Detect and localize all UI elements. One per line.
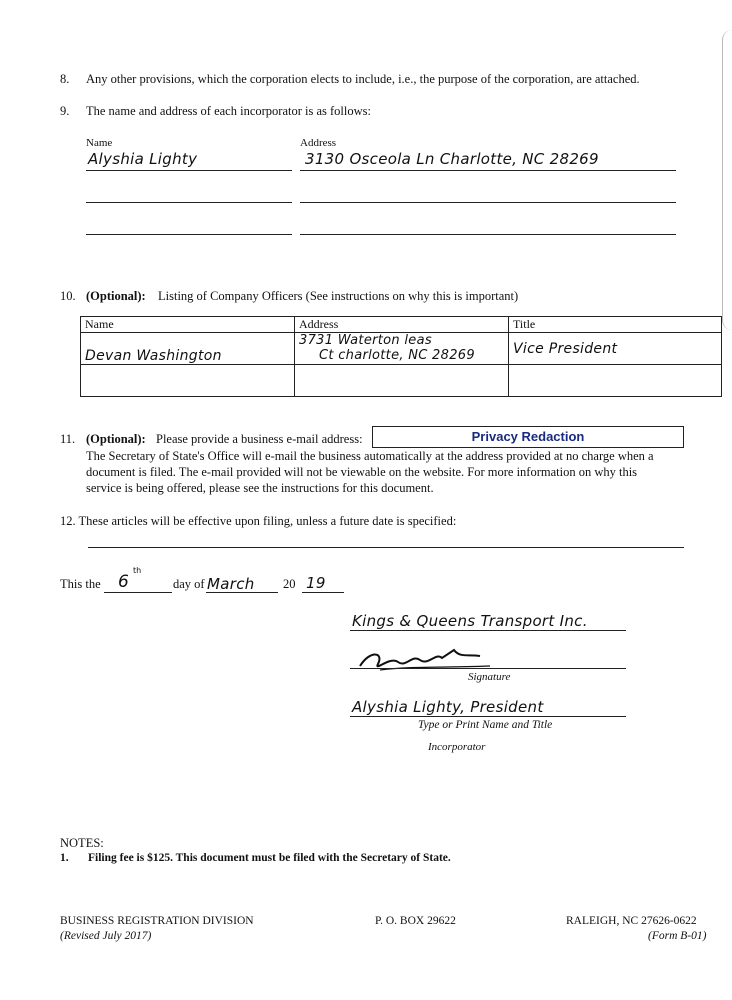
item-10-optional-label: (Optional): [86, 289, 146, 303]
date-day-suffix: th [133, 566, 142, 575]
officer-address-cell [295, 333, 509, 365]
page-edge [722, 30, 732, 330]
printed-name-line [350, 716, 626, 717]
date-year-prefix: 20 [283, 577, 296, 591]
footer-city: RALEIGH, NC 27626-0622 [566, 915, 697, 927]
incorporator-address-line-2 [300, 202, 676, 203]
item-9-text: The name and address of each incorporator is as follows: [86, 104, 371, 118]
officer-empty-title [509, 365, 722, 397]
date-day-line [104, 592, 172, 593]
date-month-line [206, 592, 278, 593]
incorporator-address-line-3 [300, 234, 676, 235]
item-11-number: 11. [60, 432, 76, 446]
officers-header-address: Address [295, 317, 509, 333]
officer-address-line-1: 3731 Waterton leas [299, 333, 432, 348]
officer-empty-name [81, 365, 295, 397]
footer-po-box: P. O. BOX 29622 [375, 915, 456, 927]
date-month-value: March [207, 575, 255, 593]
officers-header-row [81, 317, 722, 333]
incorporator-address-label: Address [300, 137, 337, 149]
incorporator-address-line-1 [300, 170, 676, 171]
item-11-line-2: document is filed. The e-mail provided will not be viewable on the website. For more information on why this [86, 465, 638, 479]
item-12-text: 12. These articles will be effective upon filing, unless a future date is specified: [60, 514, 457, 528]
date-year-value: 19 [306, 574, 326, 592]
officer-empty-address [295, 365, 509, 397]
item-11-line-3: service is being offered, please see the instructions for this document. [86, 481, 434, 495]
incorporator-name-line-3 [86, 234, 292, 235]
officers-table [80, 316, 722, 397]
officer-name: Devan Washington [85, 348, 222, 364]
incorporator-name-label: Name [86, 137, 113, 149]
footer-revised: (Revised July 2017) [60, 930, 152, 942]
note-1-number: 1. [60, 852, 69, 864]
print-name-title-label: Type or Print Name and Title [418, 719, 553, 731]
item-8-number: 8. [60, 72, 70, 86]
item-12-date-line [88, 547, 684, 548]
incorporator-name-line-2 [86, 202, 292, 203]
footer-division: BUSINESS REGISTRATION DIVISION [60, 915, 254, 927]
footer-form: (Form B-01) [648, 930, 707, 942]
item-11-optional-label: (Optional): [86, 432, 146, 446]
date-this-the: This the [60, 577, 101, 591]
notes-heading: NOTES: [60, 836, 104, 850]
business-name-handwritten: Kings & Queens Transport Inc. [352, 612, 588, 630]
item-11-text: Please provide a business e-mail address: [156, 432, 363, 446]
business-name-line [350, 630, 626, 631]
incorporator-name-line-1 [86, 170, 292, 171]
item-10-text: Listing of Company Officers (See instructions on why this is important) [158, 289, 519, 303]
incorporator-address-value: 3130 Osceola Ln Charlotte, NC 28269 [305, 150, 599, 168]
item-10-number: 10. [60, 289, 76, 303]
officer-title: Vice President [513, 340, 618, 357]
item-9-number: 9. [60, 104, 70, 118]
date-year-line [302, 592, 344, 593]
note-1-text: Filing fee is $125. This document must be filed with the Secretary of State. [88, 852, 451, 864]
incorporator-name-value: Alyshia Lighty [88, 150, 198, 168]
officer-address-line-2: Ct charlotte, NC 28269 [319, 348, 475, 363]
officer-row-empty [81, 365, 722, 397]
date-day-value: 6 [118, 572, 130, 592]
officers-header-name: Name [81, 317, 295, 333]
email-redaction-box: Privacy Redaction [372, 426, 684, 448]
officer-name-cell [81, 333, 295, 365]
item-8-text: Any other provisions, which the corporation elects to include, i.e., the purpose of the corporation, are attached. [86, 72, 640, 86]
officer-title-cell [509, 333, 722, 365]
date-day-of: day of [173, 577, 205, 591]
officer-row [81, 333, 722, 365]
signature-label: Signature [468, 671, 511, 683]
officers-header-title: Title [509, 317, 722, 333]
item-11-line-1: The Secretary of State's Office will e-mail the business automatically at the address provided at no charge when a [86, 449, 654, 463]
incorporator-role-label: Incorporator [428, 741, 486, 753]
signature-line [350, 668, 626, 669]
printed-name-handwritten: Alyshia Lighty, President [352, 698, 544, 716]
